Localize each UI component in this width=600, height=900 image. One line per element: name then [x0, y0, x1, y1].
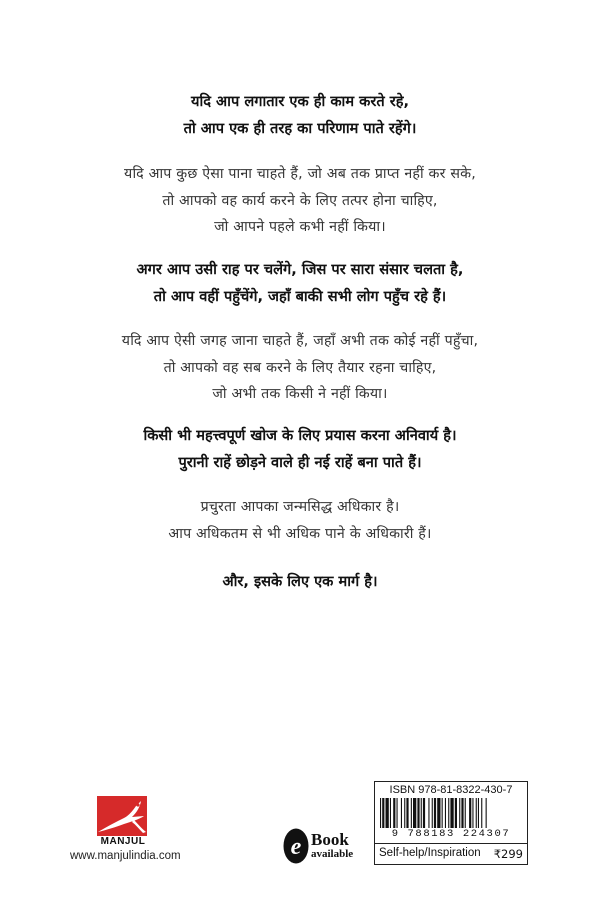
stanza-line: तो आपको वह सब करने के लिए तैयार रहना चाहिए, [163, 359, 437, 376]
stanza-line: यदि आप लगातार एक ही काम करते रहे, [190, 93, 409, 110]
ebook-word: Book [311, 830, 349, 849]
stanza-2 [20, 161, 580, 241]
stanza-line: पुरानी राहें छोड़ने वाले ही नई राहें बना पाते हैं। [178, 454, 422, 471]
publisher-name: MANJUL [100, 836, 146, 847]
stanza-line: आप अधिकतम से भी अधिक पाने के अधिकारी हैं। [168, 525, 432, 542]
stanza-7 [20, 568, 580, 595]
stanza-line: प्रचुरता आपका जन्मसिद्ध अधिकार है। [200, 499, 400, 515]
stanza-4 [20, 328, 580, 408]
stanza-line: यदि आप कुछ ऐसा पाना चाहते हैं, जो अब तक प्राप्त नहीं कर सके, [124, 166, 476, 182]
publisher-logo [94, 796, 152, 848]
barcode-digits: 9 788183 224307 [391, 828, 511, 840]
stanza-3 [20, 256, 580, 310]
barcode-panel [374, 781, 528, 865]
svg-text:e: e [290, 834, 302, 860]
e-letter-icon [283, 828, 309, 864]
stanza-line: तो आपको वह कार्य करने के लिए तत्पर होना चाहिए, [162, 192, 438, 209]
stanza-line: जो आपने पहले कभी नहीं किया। [214, 219, 386, 235]
bird-logo-icon [94, 796, 152, 838]
stanza-1 [20, 88, 580, 142]
stanza-line: यदि आप ऐसी जगह जाना चाहते हैं, जहाँ अभी तक कोई नहीं पहुँचा, [121, 333, 479, 349]
stanza-5 [20, 422, 580, 476]
stanza-line: जो अभी तक किसी ने नहीं किया। [212, 386, 388, 402]
book-category: Self-help/Inspiration [379, 847, 481, 859]
stanza-line: तो आप एक ही तरह का परिणाम पाते रहेंगे। [183, 120, 417, 137]
stanza-line: और, इसके लिए एक मार्ग है। [222, 573, 378, 590]
stanza-6 [20, 494, 580, 547]
ebook-badge [283, 828, 369, 864]
stanza-line: तो आप वहीं पहुँचेंगे, जहाँ बाकी सभी लोग पहुँच रहे हैं। [153, 288, 447, 305]
isbn-label: ISBN 978-81-8322-430-7 [389, 784, 513, 796]
stanza-line: अगर आप उसी राह पर चलेंगे, जिस पर सारा संसार चलता है, [136, 261, 464, 278]
ebook-available: available [311, 848, 354, 860]
panel-divider [375, 843, 527, 844]
stanza-line: किसी भी महत्त्वपूर्ण खोज के लिए प्रयास करना अनिवार्य है। [143, 427, 457, 444]
book-price: ₹299 [493, 847, 523, 861]
publisher-website[interactable]: www.manjulindia.com [70, 850, 181, 862]
barcode-icon [378, 798, 524, 828]
